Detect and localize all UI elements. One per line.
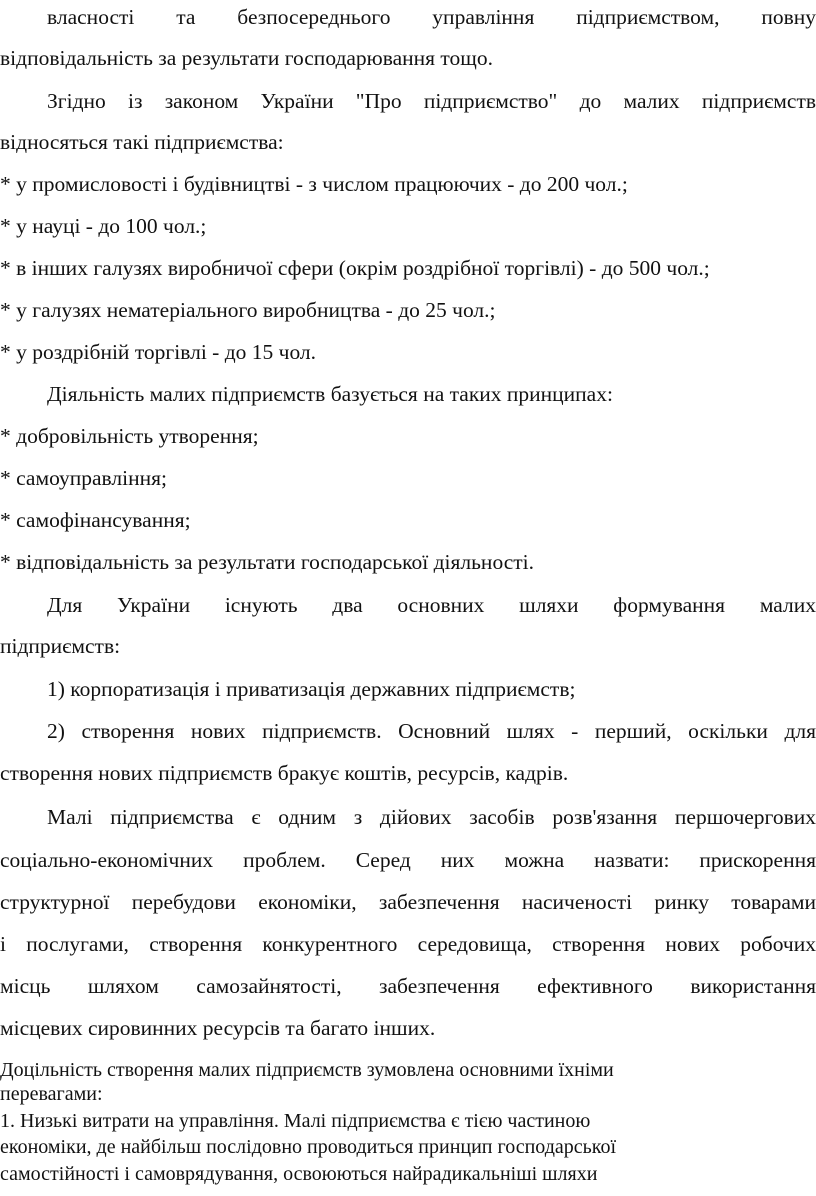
list-item: * самоуправління; [0,466,168,490]
list-item: * у галузях нематеріального виробництва - до 25 чол.; [0,298,496,322]
text-line: і послугами, створення конкурентного середовища, створення нових робочих [0,932,816,956]
list-item: * самофінансування; [0,508,191,532]
text-line: Згідно із законом України "Про підприємство" до малих підприємств [47,89,816,113]
list-item: * у роздрібній торгівлі - до 15 чол. [0,340,317,364]
text-line: Доцільність створення малих підприємств зумовлена основними їхніми [0,1059,614,1081]
list-item: * у науці - до 100 чол.; [0,214,207,238]
text-line: Діяльність малих підприємств базується на таких принципах: [47,382,613,406]
text-line: структурної перебудови економіки, забезпечення насиченості ринку товарами [0,890,816,914]
text-line: підприємств: [0,634,121,658]
text-line: Малі підприємства є одним з дійових засобів розв'язання першочергових [47,805,816,829]
text-line: власності та безпосереднього управління підприємством, повну [47,5,816,29]
text-line: відповідальність за результати господарювання тощо. [0,46,493,70]
text-line: Для України існують два основних шляхи формування малих [47,593,816,617]
text-line: економіки, де найбільш послідовно проводиться принцип господарської [0,1136,617,1158]
text-line: перевагами: [0,1083,103,1105]
list-item: 2) створення нових підприємств. Основний шлях - перший, оскільки для [47,719,816,743]
text-line: соціально-економічних проблем. Серед них можна назвати: прискорення [0,848,816,872]
text-line: місцевих сировинних ресурсів та багато інших. [0,1016,436,1040]
list-item: * добровільність утворення; [0,424,259,448]
text-line: самостійності і самоврядування, освоюються найрадикальніші шляхи [0,1163,598,1185]
list-item: * в інших галузях виробничої сфери (окрім роздрібної торгівлі) - до 500 чол.; [0,256,710,280]
text-line: створення нових підприємств бракує коштів, ресурсів, кадрів. [0,761,569,785]
list-item: * відповідальність за результати господарської діяльності. [0,550,535,574]
list-item: 1) корпоратизація і приватизація державних підприємств; [47,677,576,701]
text-line: відносяться такі підприємства: [0,130,284,154]
text-line: місць шляхом самозайнятості, забезпечення ефективного використання [0,974,816,998]
list-item: 1. Низькі витрати на управління. Малі підприємства є тією частиною [0,1110,591,1132]
list-item: * у промисловості і будівництві - з числом працюючих - до 200 чол.; [0,172,628,196]
